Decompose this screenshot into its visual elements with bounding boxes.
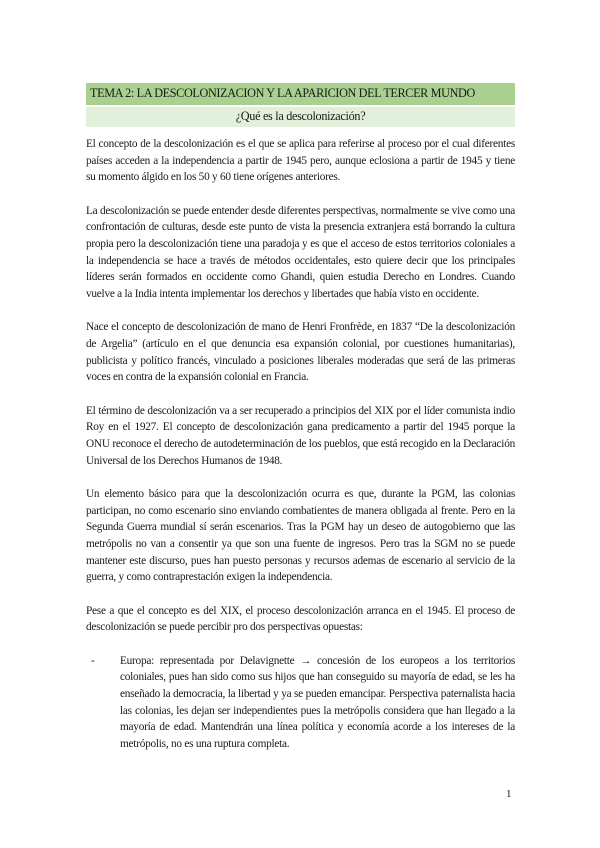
bullet-text: Europa: representada por Delavignette → concesión de los europeos a los territorios coloniales, pues han sido como sus hijos que han conseguido su mayoría de edad, se les ha enseñado la democracia, la libertad y ya se pueden emancipar. Perspectiva paternalista hacia las colonias, les dejan ser independientes pues la metrópolis considera que han llegado a la mayoría de edad. Mantendrán una línea política y economía acorde a los intereses de la metrópolis, no es una ruptura completa.: [120, 654, 515, 751]
section-heading: ¿Qué es la descolonización?: [235, 109, 366, 123]
paragraph: Nace el concepto de descolonización de mano de Henri Fronfrède, en 1837 “De la descolonización de Argelia” (artículo en el que denuncia esa expansión colonial, por cuestiones humanitarias), publicista y político francés, vinculado a posiciones liberales moderadas que será de las primeras voces en contra de la expansión colonial en Francia.: [86, 321, 515, 384]
paragraph: La descolonización se puede entender desde diferentes perspectivas, normalmente se vive como una confrontación de culturas, desde este punto de vista la presencia extranjera está borrando la cultura propia pero la descolonización tiene una paradoja y es que el acceso de estos territorios coloniales a la independencia se hace a través de métodos occidentales, esto quiere decir que los principales líderes serán formados en occidente como Ghandi, quien estudia Derecho en Londres. Cuando vuelve a la India intenta implementar los derechos y libertades que había visto en occidente.: [86, 204, 515, 301]
page-number: 1: [506, 788, 512, 800]
chapter-title: TEMA 2: LA DESCOLONIZACION Y LA APARICION DEL TERCER MUNDO: [90, 86, 475, 100]
paragraph: El concepto de la descolonización es el que se aplica para referirse al proceso por el cual diferentes países acceden a la independencia a partir de 1945 pero, aunque eclosiona a partir de 1945 y tiene su momento álgido en los 50 y 60 tiene orígenes anteriores.: [86, 138, 515, 184]
paragraph: Un elemento básico para que la descolonización ocurra es que, durante la PGM, las colonias participan, no como escenario sino enviando combatientes de manera obligada al frente. Pero en la Segunda Guerra mundial sí serán escenarios. Tras la PGM hay un deseo de autogobierno que las metrópolis no van a consentir ya que son una fuente de ingresos. Pero tras la SGM no se puede mantener este discurso, pues han puesto personas y recursos ademas de escenario al servicio de la guerra, y como contraprestación exigen la independencia.: [86, 487, 515, 584]
paragraph: El término de descolonización va a ser recuperado a principios del XIX por el líder comunista indio Roy en el 1927. El concepto de descolonización gana predicamento a partir del 1945 porque la ONU reconoce el derecho de autodeterminación de los pueblos, que está recogido en la Declaración Universal de los Derechos Humanos de 1948.: [86, 404, 515, 467]
section-heading-bar: [86, 107, 515, 127]
chapter-title-bar: [86, 83, 515, 105]
document-body: [86, 136, 515, 753]
bullet-dash: -: [91, 654, 95, 667]
bullet-item: [86, 653, 515, 753]
paragraph: Pese a que el concepto es del XIX, el proceso descolonización arranca en el 1945. El proceso de descolonización se puede percibir pro dos perspectivas opuestas:: [86, 604, 515, 634]
